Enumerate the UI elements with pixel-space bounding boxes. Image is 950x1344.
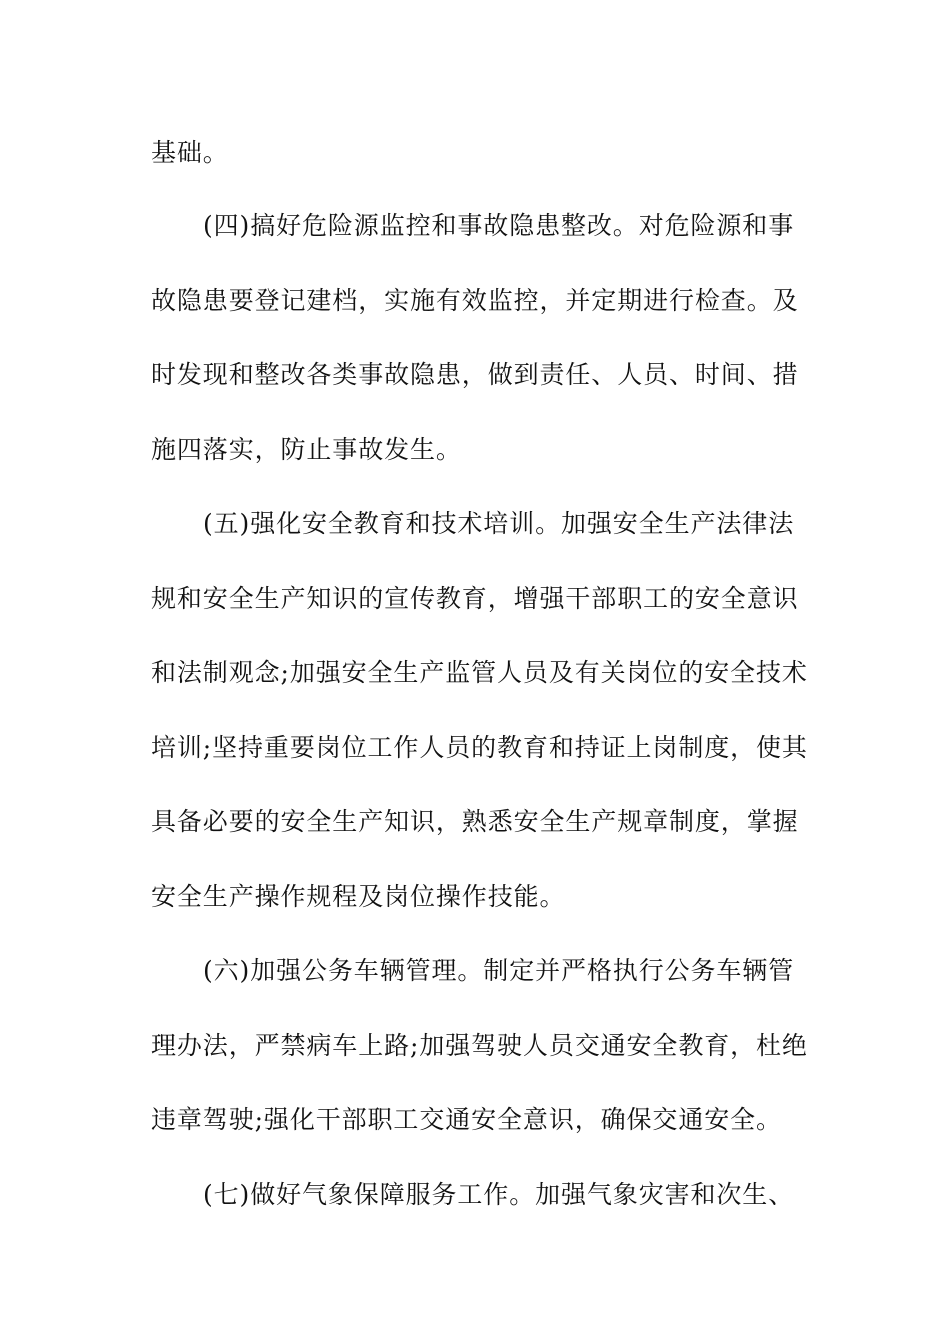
text-line: 安全生产操作规程及岗位操作技能。 — [151, 882, 566, 911]
text-line: 规和安全生产知识的宣传教育，增强干部职工的安全意识 — [151, 584, 799, 613]
section-heading-line: (四)搞好危险源监控和事故隐患整改。对危险源和事 — [203, 211, 795, 240]
text-line: 违章驾驶;强化干部职工交通安全意识，确保交通安全。 — [151, 1105, 782, 1134]
text-line: 故隐患要登记建档，实施有效监控，并定期进行检查。及 — [151, 286, 799, 315]
text-line: 理办法，严禁病车上路;加强驾驶人员交通安全教育，杜绝 — [151, 1031, 808, 1060]
text-line: 基础。 — [151, 138, 229, 167]
text-line: 和法制观念;加强安全生产监管人员及有关岗位的安全技术 — [151, 658, 808, 687]
text-line: 具备必要的安全生产知识，熟悉安全生产规章制度，掌握 — [151, 807, 799, 836]
section-heading-line: (六)加强公务车辆管理。制定并严格执行公务车辆管 — [203, 956, 795, 985]
text-line: 培训;坚持重要岗位工作人员的教育和持证上岗制度，使其 — [151, 733, 808, 762]
text-line: 施四落实，防止事故发生。 — [151, 435, 462, 464]
section-heading-line: (七)做好气象保障服务工作。加强气象灾害和次生、 — [203, 1180, 795, 1209]
section-heading-line: (五)强化安全教育和技术培训。加强安全生产法律法 — [203, 509, 795, 538]
text-line: 时发现和整改各类事故隐患，做到责任、人员、时间、措 — [151, 360, 799, 389]
